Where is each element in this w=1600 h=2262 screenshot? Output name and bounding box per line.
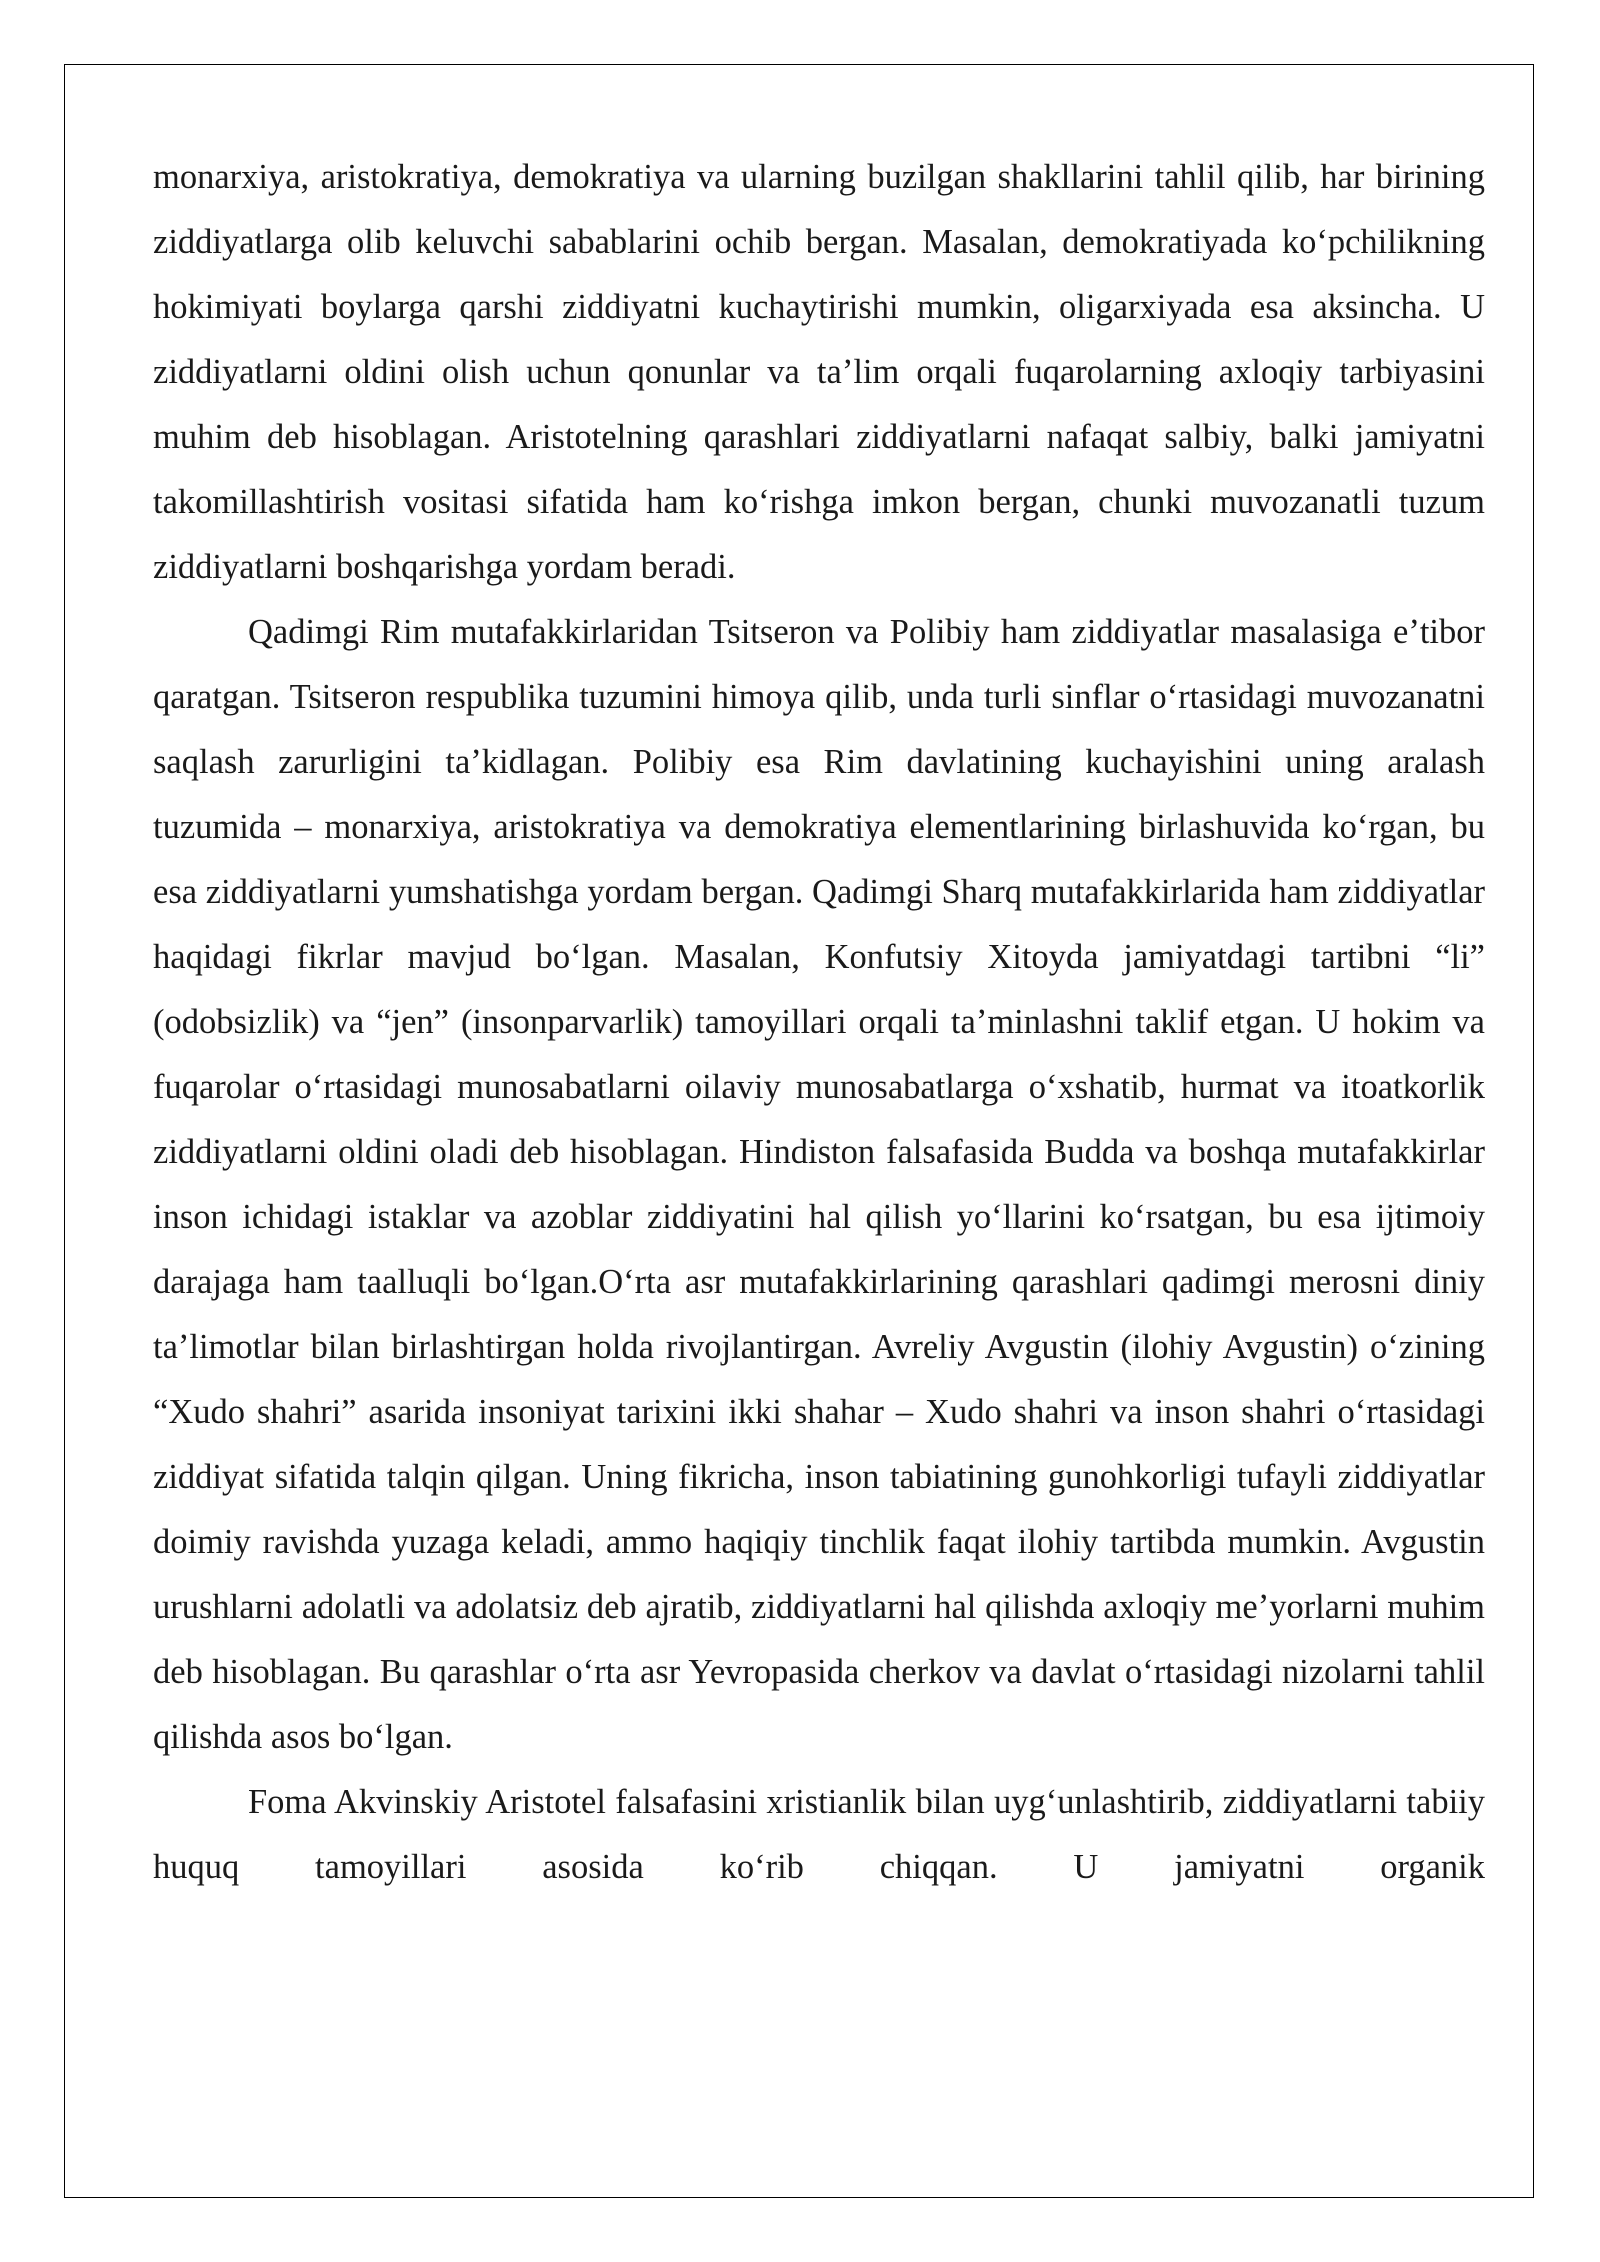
document-body — [153, 145, 1485, 1900]
paragraph-2: Qadimgi Rim mutafakkirlaridan Tsitseron va Polibiy ham ziddiyatlar masalasiga eʼtibor qaratgan. Tsitseron respublika tuzumini himoya qilib, unda turli sinflar oʻrtasidagi muvozanatni saqlash zarurligini taʼkidlagan. Polibiy esa Rim davlatining kuchayishini uning aralash tuzumida – monarxiya, aristokratiya va demokratiya elementlarining birlashuvida koʻrgan, bu esa ziddiyatlarni yumshatishga yordam bergan. Qadimgi Sharq mutafakkirlarida ham ziddiyatlar haqidagi fikrlar mavjud boʻlgan. Masalan, Konfutsiy Xitoyda jamiyatdagi tartibni “li” (odobsizlik) va “jen” (insonparvarlik) tamoyillari orqali taʼminlashni taklif etgan. U hokim va fuqarolar oʻrtasidagi munosabatlarni oilaviy munosabatlarga oʻxshatib, hurmat va itoatkorlik ziddiyatlarni oldini oladi deb hisoblagan. Hindiston falsafasida Budda va boshqa mutafakkirlar inson ichidagi istaklar va azoblar ziddiyatini hal qilish yoʻllarini koʻrsatgan, bu esa ijtimoiy darajaga ham taalluqli boʻlgan.Oʻrta asr mutafakkirlarining qarashlari qadimgi merosni diniy taʼlimotlar bilan birlashtirgan holda rivojlantirgan. Avreliy Avgustin (ilohiy Avgustin) oʻzining “Xudo shahri” asarida insoniyat tarixini ikki shahar – Xudo shahri va inson shahri oʻrtasidagi ziddiyat sifatida talqin qilgan. Uning fikricha, inson tabiatining gunohkorligi tufayli ziddiyatlar doimiy ravishda yuzaga keladi, ammo haqiqiy tinchlik faqat ilohiy tartibda mumkin. Avgustin urushlarni adolatli va adolatsiz deb ajratib, ziddiyatlarni hal qilishda axloqiy meʼyorlarni muhim deb hisoblagan. Bu qarashlar oʻrta asr Yevropasida cherkov va davlat oʻrtasidagi nizolarni tahlil qilishda asos boʻlgan. — [153, 613, 1485, 1756]
paragraph-1: monarxiya, aristokratiya, demokratiya va ularning buzilgan shakllarini tahlil qilib, har birining ziddiyatlarga olib keluvchi sabablarini ochib bergan. Masalan, demokratiyada koʻpchilikning hokimiyati boylarga qarshi ziddiyatni kuchaytirishi mumkin, oligarxiyada esa aksincha. U ziddiyatlarni oldini olish uchun qonunlar va taʼlim orqali fuqarolarning axloqiy tarbiyasini muhim deb hisoblagan. Aristotelning qarashlari ziddiyatlarni nafaqat salbiy, balki jamiyatni takomillashtirish vositasi sifatida ham koʻrishga imkon bergan, chunki muvozanatli tuzum ziddiyatlarni boshqarishga yordam beradi. — [153, 158, 1485, 586]
paragraph-3: Foma Akvinskiy Aristotel falsafasini xristianlik bilan uygʻunlashtirib, ziddiyatlarni tabiiy huquq tamoyillari asosida koʻrib chiqqan. U jamiyatni organik — [153, 1783, 1485, 1886]
